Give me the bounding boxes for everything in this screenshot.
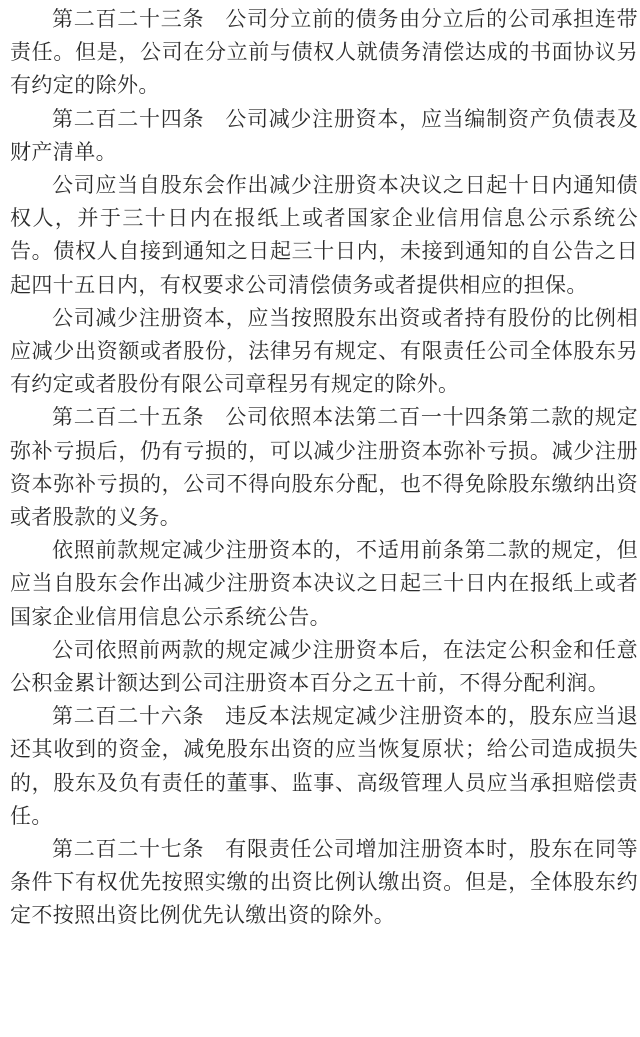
article-number: 第二百二十七条: [52, 837, 205, 862]
paragraph-art-225: [10, 401, 638, 534]
paragraph-art-224-clause-3: [10, 302, 638, 402]
article-number: 第二百二十五条: [52, 405, 205, 430]
paragraph-art-225-clause-2: [10, 534, 638, 634]
article-number: 第二百二十三条: [52, 7, 205, 31]
paragraph-art-224: [10, 103, 638, 169]
paragraph-text: 有限责任公司增加注册资本时，股东在同等条件下有权优先按照实缴的出资比例认缴出资。但是，全体股东约定不按照出资比例优先认缴出资的除外。: [10, 837, 638, 928]
article-number: 第二百二十六条: [52, 704, 205, 729]
paragraph-art-227: [10, 833, 638, 933]
paragraph-text: 公司分立前的债务由分立后的公司承担连带责任。但是，公司在分立前与债权人就债务清偿达成的书面协议另有约定的除外。: [10, 7, 638, 98]
paragraph-text: 公司依照本法第二百一十四条第二款的规定弥补亏损后，仍有亏损的，可以减少注册资本弥补亏损。减少注册资本弥补亏损的，公司不得向股东分配，也不得免除股东缴纳出资或者股款的义务。: [10, 405, 638, 530]
paragraph-text: 违反本法规定减少注册资本的，股东应当退还其收到的资金，减免股东出资的应当恢复原状；给公司造成损失的，股东及负有责任的董事、监事、高级管理人员应当承担赔偿责任。: [10, 704, 638, 828]
paragraph-text: 公司减少注册资本，应当按照股东出资或者持有股份的比例相应减少出资额或者股份，法律另有规定、有限责任公司全体股东另有约定或者股份有限公司章程另有规定的除外。: [10, 305, 638, 397]
paragraph-text: 公司应当自股东会作出减少注册资本决议之日起十日内通知债权人，并于三十日内在报纸上或者国家企业信用信息公示系统公告。债权人自接到通知之日起三十日内，未接到通知的自公告之日起四十五日内，有权要求公司清偿债务或者提供相应的担保。: [10, 173, 638, 297]
paragraph-art-226: [10, 700, 638, 833]
paragraph-text: 依照前款规定减少注册资本的，不适用前条第二款的规定，但应当自股东会作出减少注册资本决议之日起三十日内在报纸上或者国家企业信用信息公示系统公告。: [10, 538, 638, 629]
paragraph-art-223: [10, 3, 638, 103]
paragraph-text: 公司依照前两款的规定减少注册资本后，在法定公积金和任意公积金累计额达到公司注册资本百分之五十前，不得分配利润。: [10, 637, 638, 696]
paragraph-text: 公司减少注册资本，应当编制资产负债表及财产清单。: [10, 106, 638, 164]
article-number: 第二百二十四条: [52, 106, 205, 131]
paragraph-art-225-clause-3: [10, 634, 638, 700]
paragraph-art-224-clause-2: [10, 169, 638, 302]
